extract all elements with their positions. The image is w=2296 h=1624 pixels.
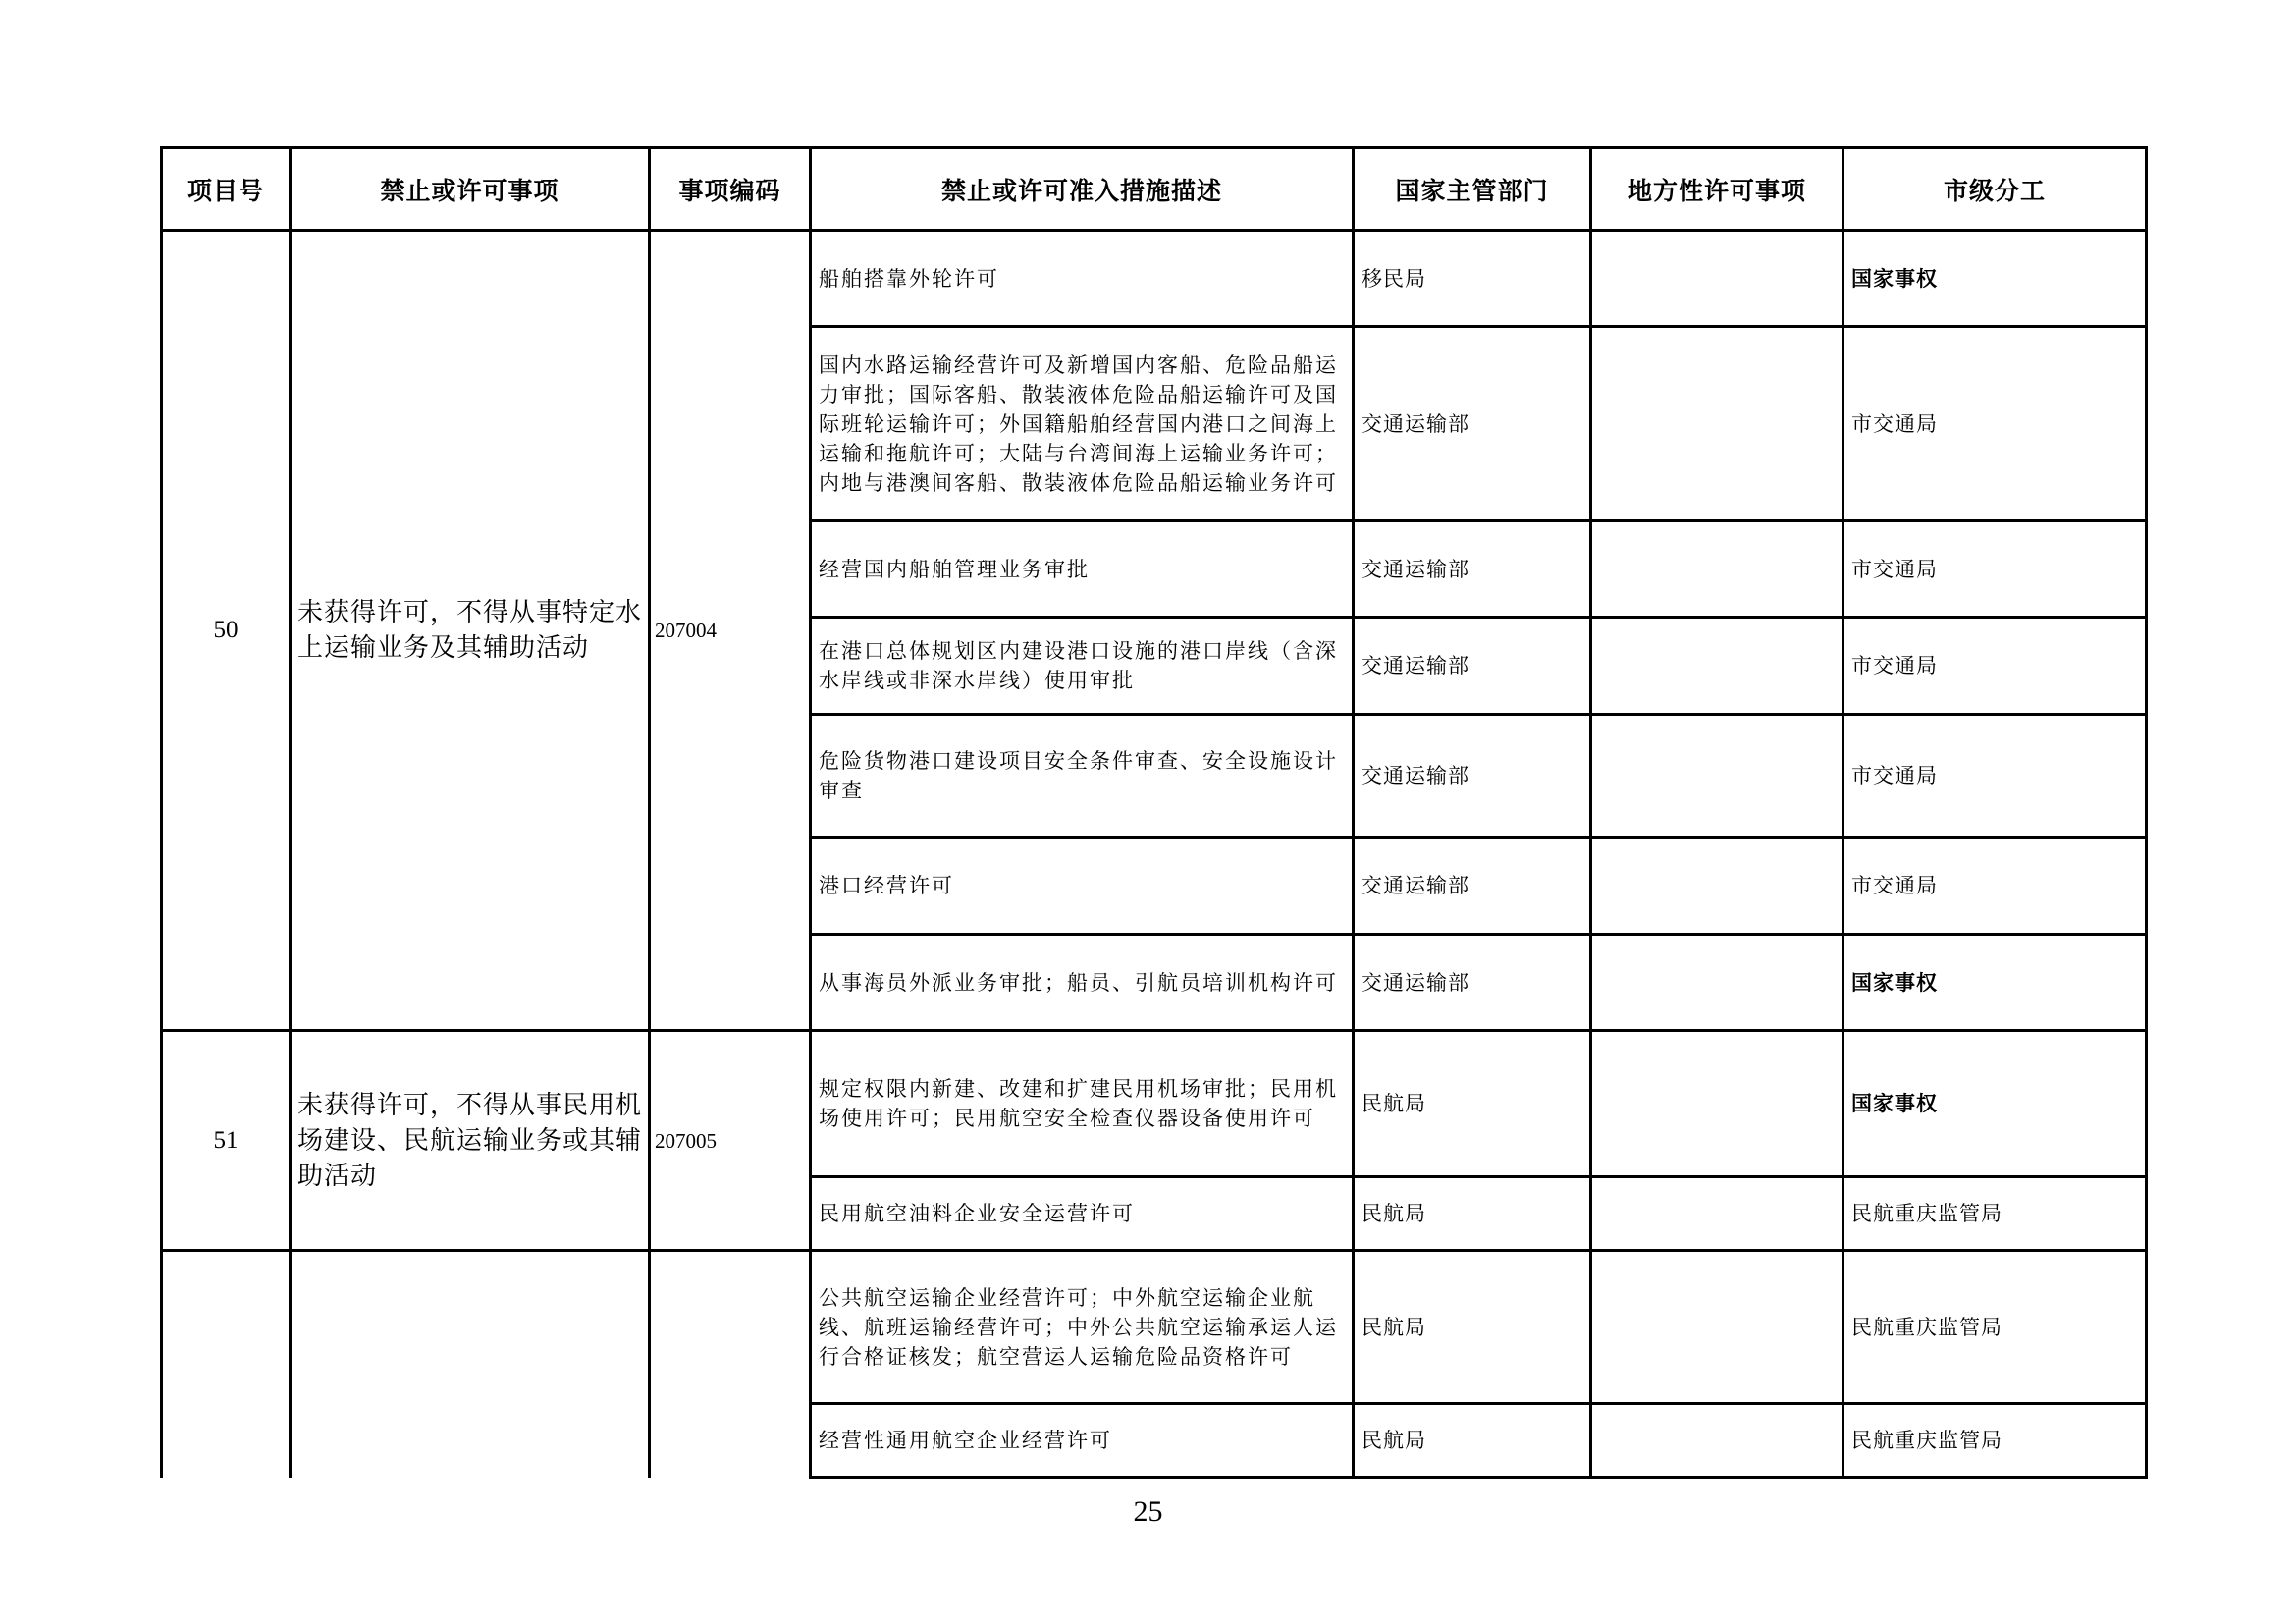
national-dept: 移民局 [1354,231,1591,327]
item-name: 未获得许可，不得从事民用机场建设、民航运输业务或其辅助活动 [291,1031,650,1251]
local-permit [1591,618,1843,715]
national-dept: 交通运输部 [1354,327,1591,521]
national-dept: 民航局 [1354,1177,1591,1251]
item-number: 50 [162,231,291,1031]
local-permit [1591,1404,1843,1478]
header-national-dept: 国家主管部门 [1354,148,1591,231]
table-row [162,1251,2147,1404]
header-description: 禁止或许可准入措施描述 [811,148,1354,231]
measure-description: 危险货物港口建设项目安全条件审查、安全设施设计审查 [811,715,1354,838]
national-dept: 交通运输部 [1354,521,1591,618]
item-number: 51 [162,1031,291,1251]
item-code [650,1251,811,1478]
local-permit [1591,1251,1843,1404]
item-code: 207005 [650,1031,811,1251]
city-division: 国家事权 [1843,935,2147,1031]
item-name [291,1251,650,1478]
header-local-permit: 地方性许可事项 [1591,148,1843,231]
local-permit [1591,838,1843,935]
measure-description: 公共航空运输企业经营许可；中外航空运输企业航线、航班运输经营许可；中外公共航空运输承运人运行合格证核发；航空营运人运输危险品资格许可 [811,1251,1354,1404]
measure-description: 船舶搭靠外轮许可 [811,231,1354,327]
table-row [162,231,2147,327]
local-permit [1591,521,1843,618]
local-permit [1591,1177,1843,1251]
item-code: 207004 [650,231,811,1031]
national-dept: 民航局 [1354,1031,1591,1177]
measure-description: 经营国内船舶管理业务审批 [811,521,1354,618]
national-dept: 交通运输部 [1354,935,1591,1031]
header-city-division: 市级分工 [1843,148,2147,231]
city-division: 市交通局 [1843,327,2147,521]
measure-description: 民用航空油料企业安全运营许可 [811,1177,1354,1251]
measure-description: 在港口总体规划区内建设港口设施的港口岸线（含深水岸线或非深水岸线）使用审批 [811,618,1354,715]
national-dept: 交通运输部 [1354,838,1591,935]
header-item: 禁止或许可事项 [291,148,650,231]
measure-description: 经营性通用航空企业经营许可 [811,1404,1354,1478]
item-number [162,1251,291,1478]
local-permit [1591,231,1843,327]
page-number: 25 [1133,1495,1163,1528]
local-permit [1591,715,1843,838]
city-division: 民航重庆监管局 [1843,1177,2147,1251]
city-division: 民航重庆监管局 [1843,1404,2147,1478]
national-dept: 民航局 [1354,1251,1591,1404]
local-permit [1591,935,1843,1031]
national-dept: 交通运输部 [1354,618,1591,715]
city-division: 市交通局 [1843,715,2147,838]
local-permit [1591,1031,1843,1177]
item-name: 未获得许可，不得从事特定水上运输业务及其辅助活动 [291,231,650,1031]
measure-description: 国内水路运输经营许可及新增国内客船、危险品船运力审批；国际客船、散装液体危险品船运输许可及国际班轮运输许可；外国籍船舶经营国内港口之间海上运输和拖航许可；大陆与台湾间海上运输业务许可；内地与港澳间客船、散装液体危险品船运输业务许可 [811,327,1354,521]
city-division: 市交通局 [1843,838,2147,935]
national-dept: 民航局 [1354,1404,1591,1478]
permit-table [160,146,2148,1479]
header-code: 事项编码 [650,148,811,231]
measure-description: 规定权限内新建、改建和扩建民用机场审批；民用机场使用许可；民用航空安全检查仪器设备使用许可 [811,1031,1354,1177]
city-division: 国家事权 [1843,1031,2147,1177]
table-row [162,1031,2147,1177]
city-division: 国家事权 [1843,231,2147,327]
local-permit [1591,327,1843,521]
city-division: 民航重庆监管局 [1843,1251,2147,1404]
city-division: 市交通局 [1843,618,2147,715]
measure-description: 港口经营许可 [811,838,1354,935]
table-body [162,231,2147,1478]
city-division: 市交通局 [1843,521,2147,618]
header-item-no: 项目号 [162,148,291,231]
header-row [162,148,2147,231]
measure-description: 从事海员外派业务审批；船员、引航员培训机构许可 [811,935,1354,1031]
national-dept: 交通运输部 [1354,715,1591,838]
